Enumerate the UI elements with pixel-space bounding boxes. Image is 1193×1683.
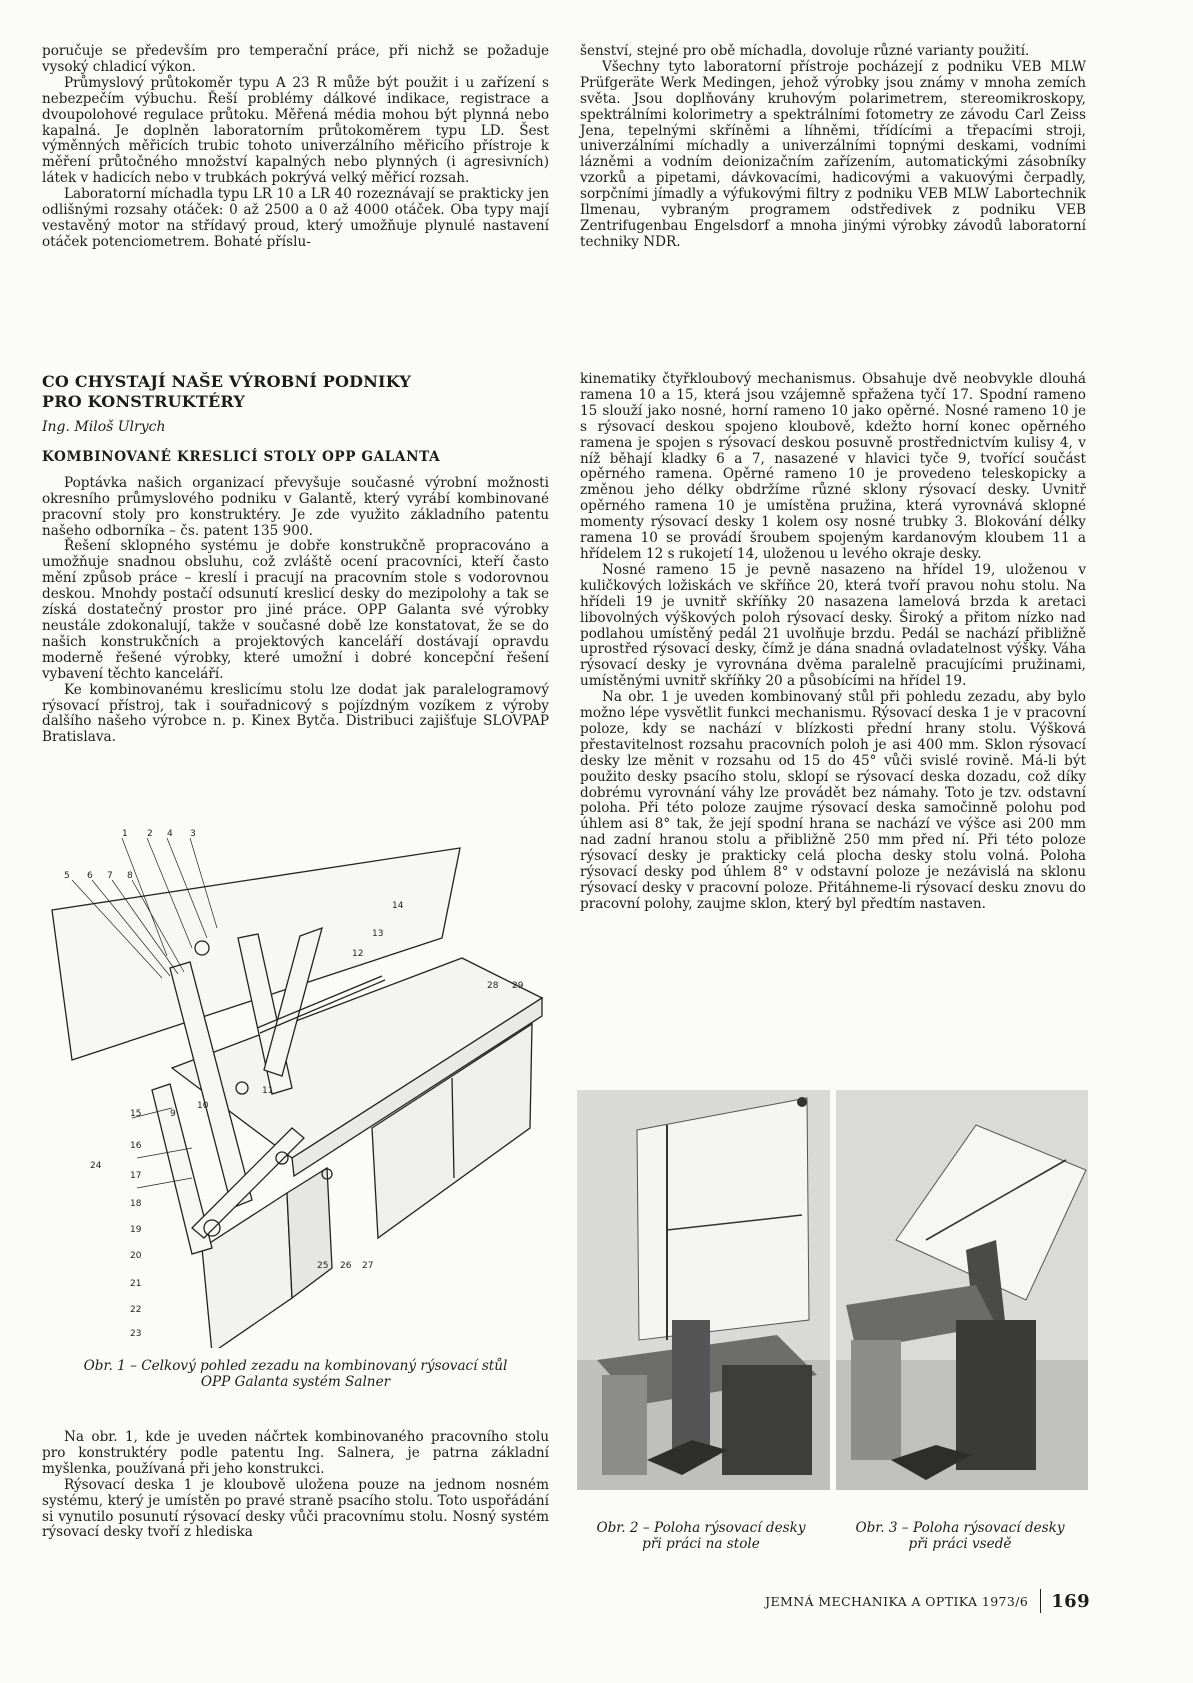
article-title [42,372,549,412]
paragraph: Na obr. 1, kde je uveden náčrtek kombinovaného pracovního stolu pro konstruktéry podle patentu Ing. Salnera, je patrna základní myšlenka, používaná při jeho konstrukci. [42,1429,549,1477]
paragraph: Nosné rameno 15 je pevně nasazeno na hřídel 19, uloženou v kuličkových ložiskách ve skříňce 20, která tvoří pravou nohu stolu. Na hřídeli 19 je uvnitř skříňky 20 nasazena lamelová brzda k aretaci libovolných výškových poloh rýsovací desky. Široký a přitom nízko nad podlahou umístěný pedál 21 uvolňuje brzdu. Pedál se nachází přibližně uprostřed rýsovací desky, čímž je dána snadná ovladatelnost výšky. Váha rýsovací desky je vyrovnána dvěma paralelně pracujícími pružinami, umístěnými uvnitř skříňky 20 a působícími na hřídel 19. [580,561,1086,690]
paragraph: Řešení sklopného systému je dobře konstrukčně propracováno a umožňuje snadnou obsluhu, což zvláště ocení pracovníci, kteří často mění způsob práce – kreslí i pracují na pracovním stole s vodorovnou deskou. Mnohdy postačí odsunutí kreslicí desky do mezipolohy a tak se získá dostatečný prostor pro jiné práce. OPP Galanta své výrobky neustále zdokonalují, takže v současné době lze konstatovat, že se do našich konstrukčních a projektových kanceláří dostávají opravdu moderně řešené výrobky, které umožní i dobré koncepční řešení vybavení těchto kanceláří. [42,538,549,682]
journal-name: JEMNÁ MECHANIKA A OPTIKA 1973/6 [765,1593,1029,1609]
figure-1-callout: 24 [90,1161,102,1171]
paragraph: Poptávka našich organizací převyšuje současné výrobní možnosti okresního průmyslového podniku v Galantě, který vyrábí kombinované pracovní stoly pro konstruktéry. Je zde využito základního patentu našeho odborníka – čs. patent 135 900. [42,474,549,539]
figure-3-caption [834,1520,1086,1552]
figure-1-callout: 26 [340,1261,352,1271]
page-footer [700,1588,1090,1614]
figure-1-callout: 19 [130,1225,142,1235]
figure-3-photo [836,1090,1088,1490]
figure-1-callout: 21 [130,1279,142,1289]
article-left-column [42,372,549,746]
figure-1-callout: 13 [372,929,384,939]
figure-1-callout: 7 [107,871,113,881]
paragraph: Rýsovací deska 1 je kloubově uložena pouze na jednom nosném systému, který je umístěn po pravé straně psacího stolu. Toto uspořádání si vynutilo posunutí rýsovací desky vůči pracovnímu stolu. Nosný systém rýsovací desky tvoří z hlediska [42,1476,549,1541]
paragraph: Ke kombinovanému kreslicímu stolu lze dodat jak paralelogramový rýsovací přístroj, tak i souřadnicový s pojízdným vozíkem z výroby dalšího našeho výrobce n. p. Kinex Bytča. Distribuci zajišťuje SLOVPAP Bratislava. [42,681,549,746]
section-title: KOMBINOVANÉ KRESLICÍ STOLY OPP GALANTA [42,448,441,465]
figure-1-drawing [42,828,562,1348]
paragraph: šenství, stejné pro obě míchadla, dovoluje různé varianty použití. [580,43,1030,59]
article-title-line: CO CHYSTAJÍ NAŠE VÝROBNÍ PODNIKY [42,372,412,391]
figure-1-callout: 29 [512,981,524,991]
caption-line: OPP Galanta systém Salner [200,1374,391,1390]
figure-1-callout: 1 [122,829,128,839]
paragraph: Laboratorní míchadla typu LR 10 a LR 40 rozeznávají se prakticky jen odlišnými rozsahy otáček: 0 až 2500 a 0 až 4000 otáček. Oba typy mají vestavěný motor na střídavý proud, který umožňuje plynulé nastavení otáček potenciometrem. Bohaté příslu- [42,186,549,250]
paragraph: Všechny tyto laboratorní přístroje pocházejí z podniku VEB MLW Prüfgeräte Werk Medingen, jehož výrobky jsou známy v mnoha zemích světa. Jsou doplňovány kruhovým polarimetrem, stereomikroskopy, spektrálními kolorimetry a spektrálními fotometry ze závodu Carl Zeiss Jena, tepelnými skříněmi a líhněmi, třídícími a třepacími stroji, univerzálními míchadly a univerzálními topnými deskami, vodními lázněmi a vodním deionizačním zařízením, automatickými zásobníky vzorků a pipetami, dávkovacími, hadicovými a vakuovými čerpadly, sorpčními jímadly a výfukovými filtry z podniku VEB MLW Labortechnik Ilmenau, vybraným programem odstředivek z podniku VEB Zentrifugenbau Engelsdorf a mnoha jinými výrobky závodů laboratorní techniky NDR. [580,58,1086,250]
author: Ing. Miloš Ulrych [42,419,166,435]
figure-1-callout: 6 [87,871,93,881]
caption-line: při práci vsedě [908,1536,1012,1552]
figure-1-caption [42,1358,549,1390]
article-right-column [580,372,1086,913]
figure-1-callout: 18 [130,1199,142,1209]
figure-1-callout: 25 [317,1261,329,1271]
page-number: 169 [1051,1590,1090,1612]
paragraph: Průmyslový průtokoměr typu A 23 R může být použit i u zařízení s nebezpečím výbuchu. Řeší problémy dálkové indikace, registrace a dvoupolohové regulace průtoku. Měřená média mohou být plynná nebo kapalná. Je doplněn laboratorním průtokoměrem typu LD. Šest výměnných měřicích trubic tohoto univerzálního měřicího přístroje k měření průtočného množství kapalných nebo plynných (i agresivních) látek v hadicích nebo v trubkách pokrývá velký měřicí rozsah. [42,74,549,187]
figure-1-callout: 22 [130,1305,142,1315]
figure-1-callout: 12 [352,949,364,959]
paragraph: Na obr. 1 je uveden kombinovaný stůl při pohledu zezadu, aby bylo možno lépe vysvětlit funkci mechanismu. Rýsovací deska 1 je v pracovní poloze, kdy se nachází v blízkosti přední hrany stolu. Výšková přestavitelnost rozsahu pracovních poloh je asi 400 mm. Sklon rýsovací desky lze měnit v rozsahu od 15 do 45° vůči svislé rovině. Má-li být použito desky psacího stolu, sklopí se rýsovací deska dozadu, což díky dobrému vyrovnání váhy lze provádět bez námahy. Toto je tzv. odstavní poloha. Při této poloze zaujme rýsovací deska samočinně polohu pod úhlem asi 8° tak, že její spodní hrana se nachází ve výšce asi 200 mm nad zadní hranou stolu a přibližně 250 mm před ní. Při této poloze rýsovací desky je prakticky celá plocha desky stolu volná. Poloha rýsovací desky pod úhlem 8° v odstavní poloze je nezávislá na sklonu rýsovací desky v pracovní poloze. Přitáhneme-li rýsovací desku znovu do pracovní polohy, zaujme sklon, který byl předtím nastaven. [580,689,1086,912]
top-left-column [42,44,549,251]
figure-1-callout: 5 [64,871,70,881]
figure-1-callout: 8 [127,871,133,881]
figure-1-callout: 10 [197,1101,209,1111]
footer-divider [1040,1589,1041,1613]
caption-line: Obr. 1 – Celkový pohled zezadu na kombinovaný rýsovací stůl [83,1358,508,1374]
paragraph: poručuje se především pro temperační práce, při nichž se požaduje vysoký chladicí výkon. [42,43,549,75]
figure-1-callout: 20 [130,1251,142,1261]
figure-1-callout: 11 [262,1086,274,1096]
paragraph: kinematiky čtyřkloubový mechanismus. Obsahuje dvě neobvykle dlouhá ramena 10 a 15, která jsou vzájemně spřažena tyčí 17. Spodní rameno 15 slouží jako nosné, horní rameno 10 jako opěrné. Nosné rameno 10 je s rýsovací deskou spojeno kloubově, kdežto horní konec opěrného ramena je spojen s rýsovací deskou posuvně prostřednictvím kulisy 4, v níž běhají kladky 6 a 7, nasazené v hlavici tyče 9, tvořící součást opěrného ramena. Opěrné rameno 10 je provedeno teleskopicky a změnou jeho délky obdržíme různé sklony rýsovací desky. Uvnitř opěrného ramena 10 je umístěna pružina, která vyrovnává sklopné momenty rýsovací desky 1 kolem osy nosné trubky 3. Blokování délky ramena 10 se provádí šroubem spojeným kardanovým kloubem 11 a hřídelem 12 s rukojetí 14, uloženou u levého okraje desky. [580,371,1086,562]
figure-1-callout: 9 [170,1109,176,1119]
figure-1-callout: 14 [392,901,404,911]
figure-1-callout: 4 [167,829,173,839]
article-title-line: PRO KONSTRUKTÉRY [42,392,246,411]
top-right-column [580,44,1086,251]
figure-1-callout: 28 [487,981,499,991]
figure-1-callout: 15 [130,1109,142,1119]
figure-2-photo [577,1090,830,1490]
figure-1-callout: 16 [130,1141,142,1151]
figure-2-caption [572,1520,830,1552]
caption-line: Obr. 3 – Poloha rýsovací desky [855,1520,1065,1536]
caption-line: Obr. 2 – Poloha rýsovací desky [596,1520,806,1536]
caption-line: při práci na stole [642,1536,760,1552]
figure-1-callout: 2 [147,829,153,839]
figure-1-callout: 17 [130,1171,142,1181]
figure-1-callout: 23 [130,1329,142,1339]
figure-1-callout: 3 [190,829,196,839]
figure-1-callout: 27 [362,1261,374,1271]
bottom-left-column [42,1430,549,1541]
